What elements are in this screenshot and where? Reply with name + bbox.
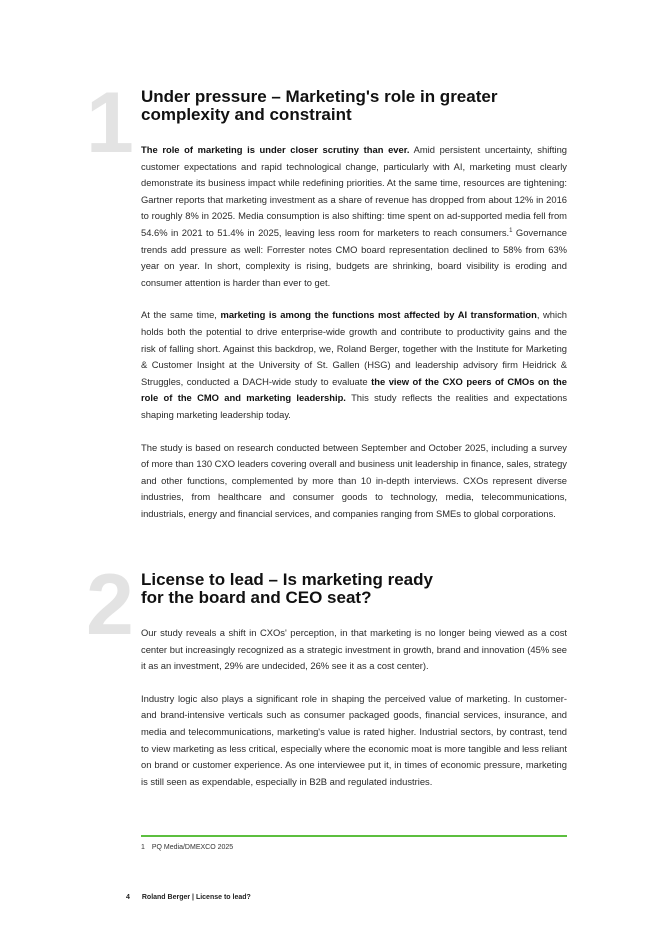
section-1-heading-line1: Under pressure – Marketing's role in greater	[141, 87, 498, 106]
footnote-number: 1	[141, 844, 145, 851]
footnote-ref-1: 1	[509, 227, 513, 234]
section-1-p2-b: , which holds both the potential to drive enterprise-wide growth and contribute to productivity gains and the risk of falling short. Against this backdrop, we, Roland Berger, together with the Institute for Marketing & Customer Insight at the University of St. Gallen (HSG) and leadership advisory firm Heidrick & Struggles, conducted a DACH-wide study to evaluate	[141, 309, 567, 387]
section-2	[141, 571, 567, 790]
section-2-heading-line1: License to lead – Is marketing ready	[141, 570, 433, 589]
section-2-paragraph-1: Our study reveals a shift in CXOs' perception, in that marketing is no longer being viewed as a cost center but increasingly recognized as a strategic investment in growth, brand and innovation (45% see it as an investment, 29% are undecided, 26% see it as a cost center).	[141, 627, 567, 672]
footer-title: Roland Berger | License to lead?	[141, 894, 251, 901]
section-1-heading	[141, 88, 567, 124]
page-footer	[126, 894, 251, 901]
section-2-paragraph-2: Industry logic also plays a significant role in shaping the perceived value of marketing. In customer- and brand-intensive verticals such as consumer packaged goods, financial services, insurance, and media and telecommunications, marketing's value is rated higher. Industrial sectors, by contrast, tend to view marketing as less critical, especially where the economic moat is more tangible and less reliant on brand or customer experience. As one interviewee put it, in times of economic pressure, marketing is still seen as expendable, especially in B2B and regulated industries.	[141, 692, 567, 787]
section-1-p1-bold: The role of marketing is under closer scrutiny than ever.	[141, 144, 410, 155]
section-1-paragraph-3: The study is based on research conducted between September and October 2025, including a survey of more than 130 CXO leaders covering overall and business unit leadership in finance, sales, strategy and other functions, complemented by more than 10 in-depth interviews. CXOs represent diverse industries, from healthcare and consumer goods to technology, media, telecommunications, industrials, energy and financial services, and companies ranging from SMEs to global corporations.	[141, 441, 567, 519]
section-2-heading	[141, 571, 567, 607]
section-number-2: 2	[86, 557, 132, 653]
section-1-paragraph-2	[141, 307, 567, 423]
section-1-p2-bold1: marketing is among the functions most affected by AI transformation	[220, 309, 537, 321]
footnote	[141, 844, 233, 851]
section-1-p1-rest: Amid persistent uncertainty, shifting customer expectations and rapid technological change, particularly with AI, marketing must clearly demonstrate its business impact while redefining priorities. At the same time, resources are tightening: Gartner reports that marketing investment as a share of revenue has dropped from about 12% in 2016 to roughly 8% in 2025. Media consumption is also shifting: time spent on ad-supported media fell from 54.6% in 2021 to 51.4% in 2025, leaving less room for marketers to reach consumers.	[141, 144, 567, 238]
section-number-1: 1	[86, 75, 132, 171]
footnote-text: PQ Media/DMEXCO 2025	[151, 844, 234, 851]
section-1	[141, 88, 567, 522]
page-number: 4	[126, 894, 130, 901]
section-1-p2-c: This study reflects the realities and expectations shaping marketing leadership today.	[141, 392, 568, 420]
section-1-p1-end: Governance trends add pressure as well: Forrester notes CMO board representation declined to 58% from 63% year on year. In short, complexity is rising, budgets are shrinking, board visibility is eroding and consumer attention is harder than ever to get.	[141, 226, 567, 288]
section-1-p2-a: At the same time,	[141, 309, 221, 321]
section-2-heading-line2: for the board and CEO seat?	[141, 588, 372, 607]
section-1-heading-line2: complexity and constraint	[141, 105, 352, 124]
section-1-p2-bold2: the view of the CXO peers of CMOs on the role of the CMO and marketing leadership.	[141, 375, 568, 404]
footnote-divider	[141, 835, 567, 837]
section-1-paragraph-1	[141, 142, 567, 291]
